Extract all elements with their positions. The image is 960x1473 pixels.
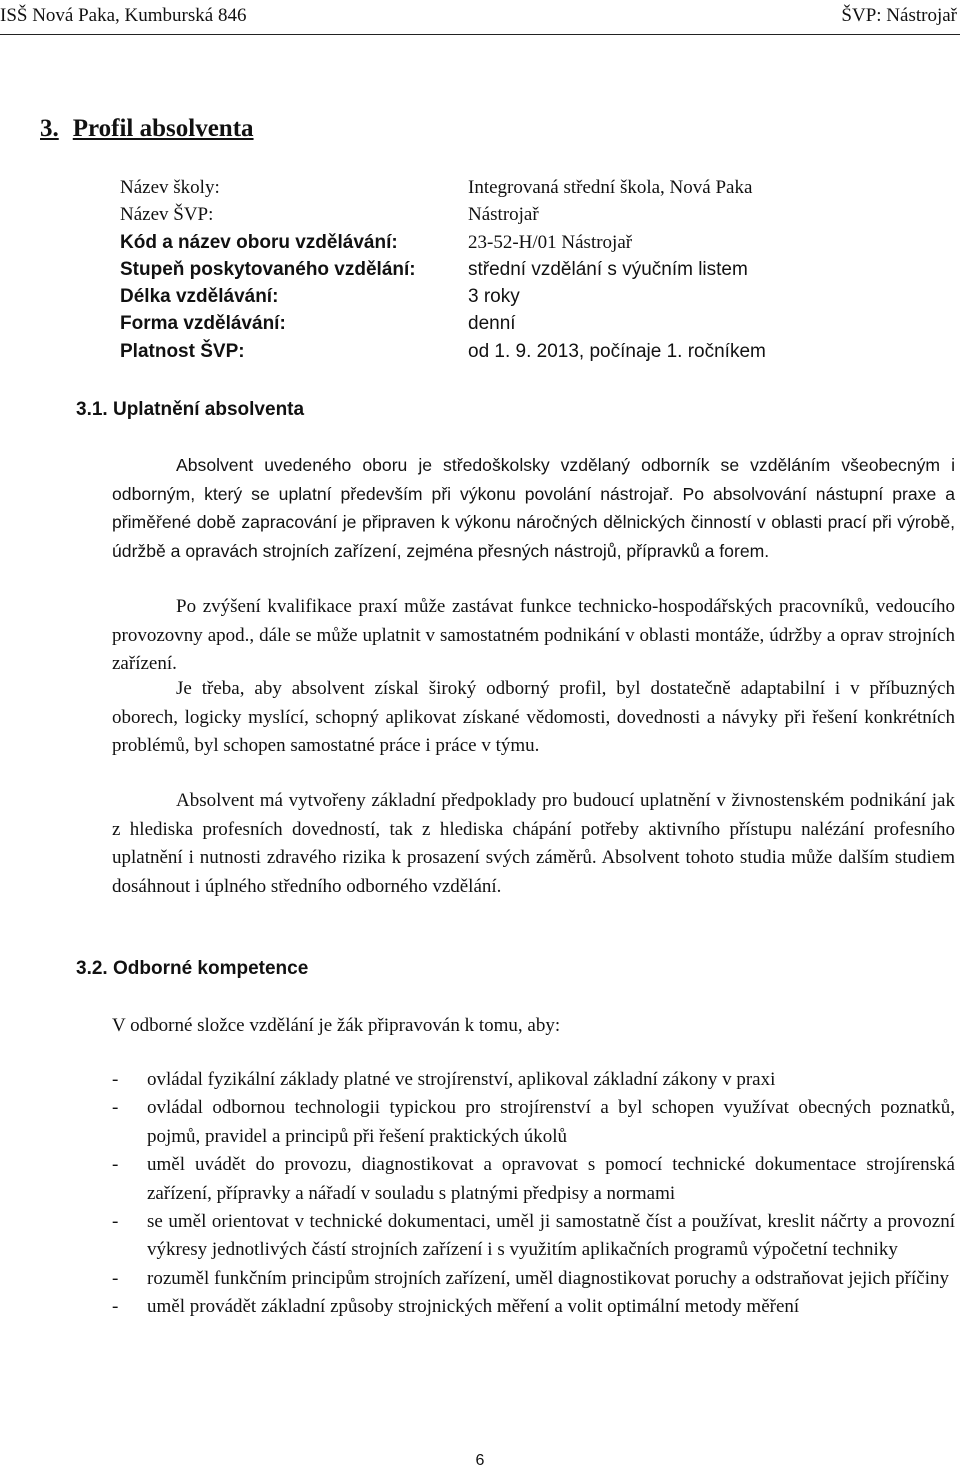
info-row-form	[120, 310, 766, 337]
info-value: od 1. 9. 2013, počínaje 1. ročníkem	[468, 340, 766, 362]
list-item-text: se uměl orientovat v technické dokumentaci, uměl ji samostatně číst a používat, kreslit náčrty a provozní výkresy jednotlivých částí strojních zařízení i s využitím aplikačních programů výpočetní techniky	[147, 1211, 955, 1261]
header-divider	[0, 34, 960, 35]
info-value: Integrovaná střední škola, Nová Paka	[468, 177, 753, 198]
paragraph-graduate-profile: Absolvent uvedeného oboru je středoškolsky vzdělaný odborník se vzděláním všeobecným i odborným, který se uplatní především při výkonu povolání nástrojař. Po absolvování nástupní praxe a přiměřené době zapracování je připraven k výkonu náročných dělnických činností v oblasti prací při výrobě, údržbě a opravách strojních zařízení, zejména přesných nástrojů, přípravků a forem.	[112, 455, 955, 561]
list-bullet: -	[112, 1154, 119, 1176]
list-bullet: -	[112, 1211, 119, 1233]
info-value: Nástrojař	[468, 204, 539, 226]
subsection-heading-graduate-employment: 3.1. Uplatnění absolventa	[76, 399, 305, 420]
section-title	[40, 114, 254, 144]
list-item	[112, 1293, 955, 1321]
competences-intro: V odborné složce vzdělání je žák připravován k tomu, aby:	[112, 1015, 561, 1036]
competences-list	[112, 1066, 955, 1322]
paragraph-entrepreneurship: Absolvent má vytvořeny základní předpoklady pro budoucí uplatnění v živnostenském podnikání jak z hlediska profesních dovedností, tak z hlediska chápání potřeby aktivního přístupu nalézání profesního uplatnění i nutnosti zdravého rizika k prosazení svých záměrů. Absolvent tohoto studia může dalším studiem dosáhnout i úplného středního odborného vzdělání.	[112, 790, 955, 897]
section-title-text: Profil absolventa	[72, 115, 254, 142]
list-item-text: uměl provádět základní způsoby strojnických měření a volit optimální metody měření	[147, 1296, 800, 1318]
header-school-name: ISŠ Nová Paka, Kumburská 846	[0, 5, 247, 26]
header-program-name: ŠVP: Nástrojař	[841, 5, 957, 26]
section-number: 3.	[40, 115, 59, 142]
list-item-text: uměl uvádět do provozu, diagnostikovat a opravovat s pomocí technické dokumentace strojírenská zařízení, přípravky a nářadí v souladu s platnými předpisy a normami	[147, 1154, 955, 1204]
info-value: 3 roky	[468, 286, 520, 308]
list-item-text: ovládal odbornou technologii typickou pro strojírenství a byl schopen využívat obecných poznatků, pojmů, pravidel a principů při řešení praktických úkolů	[147, 1097, 955, 1147]
info-value: 23-52-H/01 Nástrojař	[468, 231, 633, 253]
info-label: Stupeň poskytovaného vzdělání:	[120, 258, 416, 280]
info-row-length	[120, 283, 766, 310]
list-item	[112, 1066, 955, 1094]
info-row-level	[120, 256, 766, 283]
info-value: střední vzdělání s výučním listem	[468, 258, 748, 280]
page-header	[0, 5, 960, 31]
info-value: denní	[468, 313, 516, 335]
paragraph-qualification: Po zvýšení kvalifikace praxí může zastávat funkce technicko-hospodářských pracovníků, vedoucího provozovny apod., dále se může uplatnit v samostatném podnikání v oblasti montáže, údržby a oprav strojních zařízení.	[112, 596, 955, 675]
list-item	[112, 1265, 955, 1293]
list-bullet: -	[112, 1296, 119, 1318]
paragraph-adaptability: Je třeba, aby absolvent získal široký odborný profil, byl dostatečně adaptabilní i v příbuzných oborech, logicky myslící, schopný aplikovat získané vědomosti, dovednosti a návyky při řešení konkrétních problémů, byl schopen samostatné práce i práce v týmu.	[112, 678, 955, 757]
info-label: Název ŠVP:	[120, 204, 214, 226]
list-bullet: -	[112, 1069, 119, 1090]
list-item-text: ovládal fyzikální základy platné ve strojírenství, aplikoval základní zákony v praxi	[147, 1069, 776, 1090]
info-label: Délka vzdělávání:	[120, 286, 279, 308]
list-bullet: -	[112, 1267, 119, 1289]
info-row-program	[120, 201, 766, 228]
list-item	[112, 1151, 955, 1208]
info-label: Platnost ŠVP:	[120, 340, 245, 362]
info-label: Název školy:	[120, 177, 220, 198]
info-label: Forma vzdělávání:	[120, 313, 286, 335]
info-row-validity	[120, 338, 766, 365]
subsection-heading-competences: 3.2. Odborné kompetence	[76, 958, 309, 979]
list-bullet: -	[112, 1097, 119, 1119]
info-row-code	[120, 229, 766, 256]
list-item	[112, 1208, 955, 1265]
page-number: 6	[475, 1452, 485, 1469]
info-row-school	[120, 174, 766, 201]
list-item-text: rozuměl funkčním principům strojních zařízení, uměl diagnostikovat poruchy a odstraňovat jejich příčiny	[147, 1267, 949, 1289]
info-label: Kód a název oboru vzdělávání:	[120, 231, 398, 253]
list-item	[112, 1094, 955, 1151]
school-info-table	[120, 174, 766, 365]
